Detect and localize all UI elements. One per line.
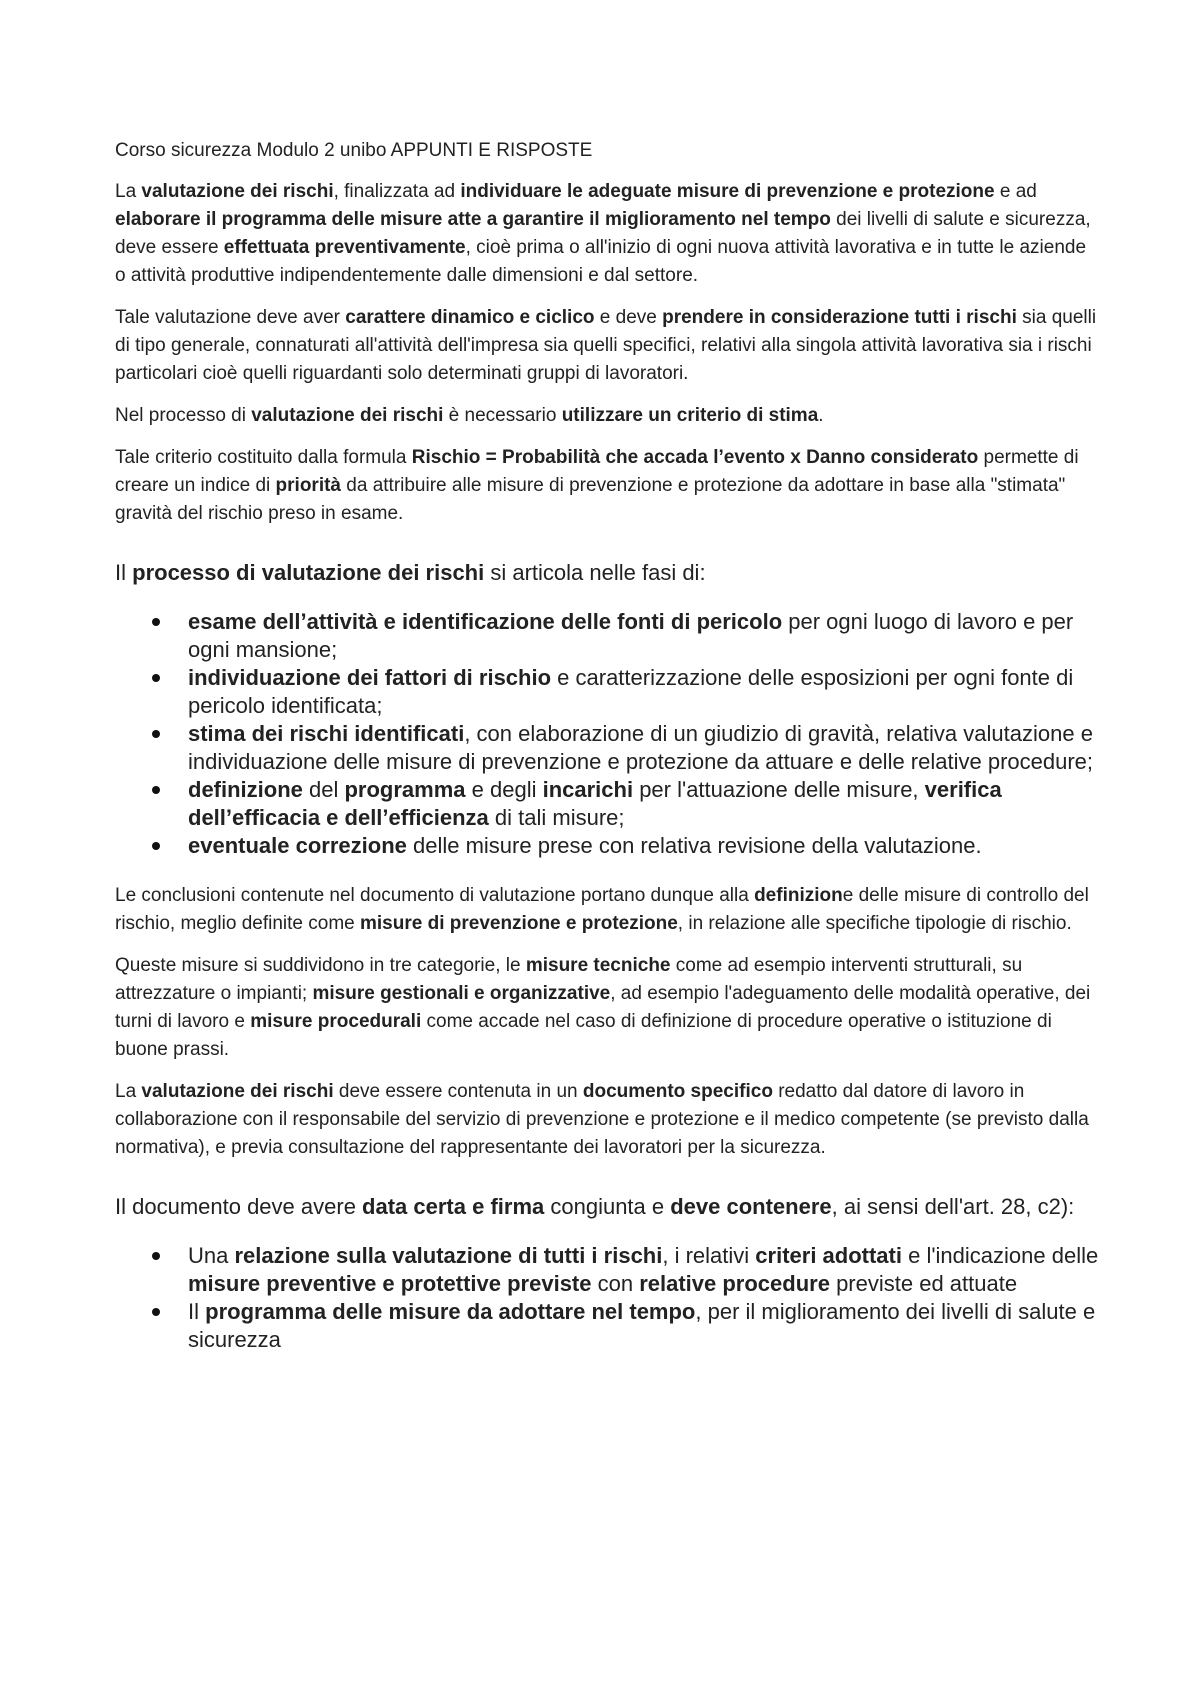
bold-text: stima dei rischi identificati (188, 721, 465, 746)
bold-text: esame dell’attività e identificazione delle fonti di pericolo (188, 609, 783, 634)
bold-text: misure di prevenzione e protezione (360, 913, 678, 934)
text-run: La (115, 181, 142, 202)
text-run: sia quelli di tipo generale, connaturati all'attività dell'impresa sia quelli specifici, relativi alla singola attività lavorativa sia i rischi particolari cioè quelli riguardanti solo determinati gruppi di lavoratori. (115, 307, 1097, 384)
text-run: si articola nelle fasi di: (484, 560, 706, 585)
bold-text: priorità (275, 475, 341, 496)
bold-text: misure preventive e protettive previste (188, 1271, 592, 1296)
text-run: , i relativi (662, 1243, 756, 1268)
list-item (188, 720, 1100, 776)
text-run: deve essere contenuta in un (333, 1081, 583, 1102)
bullet-icon (152, 1252, 160, 1260)
document-title: Corso sicurezza Modulo 2 unibo APPUNTI E RISPOSTE (115, 140, 593, 161)
bold-text: valutazione dei rischi (141, 181, 334, 202)
bold-text: eventuale correzione (188, 833, 407, 858)
text-run: e delle misure di controllo del rischio, meglio definite come (115, 885, 1089, 934)
bold-text: effettuata preventivamente (223, 237, 466, 258)
text-run: , in relazione alle specifiche tipologie di rischio. (677, 913, 1072, 934)
bold-text: criteri adottati (755, 1243, 902, 1268)
text-run: da attribuire alle misure di prevenzione e protezione da adottare in base alla "stimata" gravità del rischio preso in esame. (115, 475, 1066, 524)
bold-text: individuare le adeguate misure di prevenzione e protezione (460, 181, 995, 202)
bold-text: valutazione dei rischi (251, 405, 444, 426)
text-run: e caratterizzazione delle esposizioni per ogni fonte di pericolo identificata; (188, 665, 1074, 718)
list-item (188, 776, 1100, 832)
text-run: , per il miglioramento dei livelli di salute e sicurezza (188, 1299, 1096, 1352)
list-item (188, 832, 1100, 860)
text-run: e degli (465, 777, 543, 802)
bold-text: deve contenere (670, 1194, 832, 1219)
bullet-icon (152, 730, 160, 738)
bold-text: carattere dinamico e ciclico (345, 307, 595, 328)
list-fasi (115, 608, 1100, 860)
text-run: . (818, 405, 824, 426)
text-run: Nel processo di (115, 405, 252, 426)
bold-text: incarichi (542, 777, 634, 802)
list-item (188, 1298, 1100, 1354)
bullet-icon (152, 618, 160, 626)
bold-text: misure tecniche (525, 955, 671, 976)
paragraph-criterio-stima (115, 402, 1100, 430)
text-run: La (115, 1081, 142, 1102)
text-run: Tale valutazione deve aver (115, 307, 346, 328)
text-run: previste ed attuate (829, 1271, 1018, 1296)
text-run: , ad esempio l'adeguamento delle modalità operative, dei turni di lavoro e (115, 983, 1091, 1032)
bullet-icon (152, 786, 160, 794)
text-run: e ad (994, 181, 1037, 202)
paragraph-carattere (115, 304, 1100, 388)
paragraph-documento-specifico (115, 1078, 1100, 1162)
text-run: , cioè prima o all'inizio di ogni nuova attività lavorativa e in tutte le aziende o attività produttive indipendentemente dalle dimensioni e dal settore. (115, 237, 1087, 286)
text-run: per ogni luogo di lavoro e per ogni mansione; (188, 609, 1074, 662)
heading-contenuto-documento (115, 1192, 1100, 1222)
text-run: redatto dal datore di lavoro in collaborazione con il responsabile del servizio di prevenzione e protezione e il medico competente (se previsto dalla normativa), e previa consultazione del rappresentante dei lavoratori per la sicurezza. (115, 1081, 1089, 1158)
text-run: di tali misure; (488, 805, 625, 830)
text-run: per l'attuazione delle misure, (633, 777, 925, 802)
bold-text: relative procedure (639, 1271, 830, 1296)
text-run: Tale criterio costituito dalla formula (115, 447, 412, 468)
list-item (188, 1242, 1100, 1298)
document-body (115, 138, 1100, 1376)
bold-text: elaborare il programma delle misure atte a garantire il miglioramento nel tempo (115, 209, 831, 230)
bold-text: relazione sulla valutazione di tutti i rischi (234, 1243, 663, 1268)
bold-text: misure procedurali (250, 1011, 422, 1032)
bold-text: individuazione dei fattori di rischio (188, 665, 552, 690)
text-run: Una (188, 1243, 235, 1268)
bullet-icon (152, 842, 160, 850)
text-run: Il (188, 1299, 206, 1324)
text-run: , finalizzata ad (333, 181, 461, 202)
bold-text: misure gestionali e organizzative (312, 983, 611, 1004)
bold-text: definizion (754, 885, 843, 906)
text-run: , ai sensi dell'art. 28, c2): (831, 1194, 1075, 1219)
text-run: dei livelli di salute e sicurezza, deve essere (115, 209, 1091, 258)
text-run: permette di creare un indice di (115, 447, 1079, 496)
text-run: Le conclusioni contenute nel documento di valutazione portano dunque alla (115, 885, 755, 906)
bold-text: data certa e firma (362, 1194, 545, 1219)
bold-text: valutazione dei rischi (141, 1081, 334, 1102)
bold-text: verifica dell’efficacia e dell’efficienza (188, 777, 1002, 830)
text-run: come ad esempio interventi strutturali, su attrezzature o impianti; (115, 955, 1023, 1004)
text-run: Il documento deve avere (115, 1194, 363, 1219)
heading-fasi-processo (115, 558, 1100, 588)
bold-text: definizione (188, 777, 303, 802)
bold-text: Rischio = Probabilità che accada l’evento x Danno considerato (411, 447, 979, 468)
text-run: come accade nel caso di definizione di procedure operative o istituzione di buone prassi. (115, 1011, 1052, 1060)
bold-text: processo di valutazione dei rischi (132, 560, 485, 585)
text-run: e l'indicazione delle (901, 1243, 1099, 1268)
paragraph-categorie-misure (115, 952, 1100, 1064)
text-run: , con elaborazione di un giudizio di gravità, relativa valutazione e individuazione delle misure di prevenzione e protezione da attuare e delle relative procedure; (188, 721, 1094, 774)
text-run: è necessario (443, 405, 562, 426)
list-item (188, 664, 1100, 720)
list-contenuto (115, 1242, 1100, 1354)
text-run: e deve (594, 307, 663, 328)
bold-text: utilizzare un criterio di stima (561, 405, 819, 426)
text-run: del (302, 777, 345, 802)
bold-text: prendere in considerazione tutti i rischi (662, 307, 1017, 328)
list-item (188, 608, 1100, 664)
paragraph-conclusioni (115, 882, 1100, 938)
bold-text: programma (344, 777, 466, 802)
bullet-icon (152, 1308, 160, 1316)
text-run: congiunta e (544, 1194, 671, 1219)
text-run: Il (115, 560, 133, 585)
bold-text: documento specifico (582, 1081, 773, 1102)
text-run: delle misure prese con relativa revisione della valutazione. (406, 833, 982, 858)
text-run: Queste misure si suddividono in tre categorie, le (115, 955, 526, 976)
paragraph-formula-rischio (115, 444, 1100, 528)
bold-text: programma delle misure da adottare nel tempo (205, 1299, 696, 1324)
text-run: con (591, 1271, 640, 1296)
bullet-icon (152, 674, 160, 682)
paragraph-valutazione (115, 178, 1100, 290)
